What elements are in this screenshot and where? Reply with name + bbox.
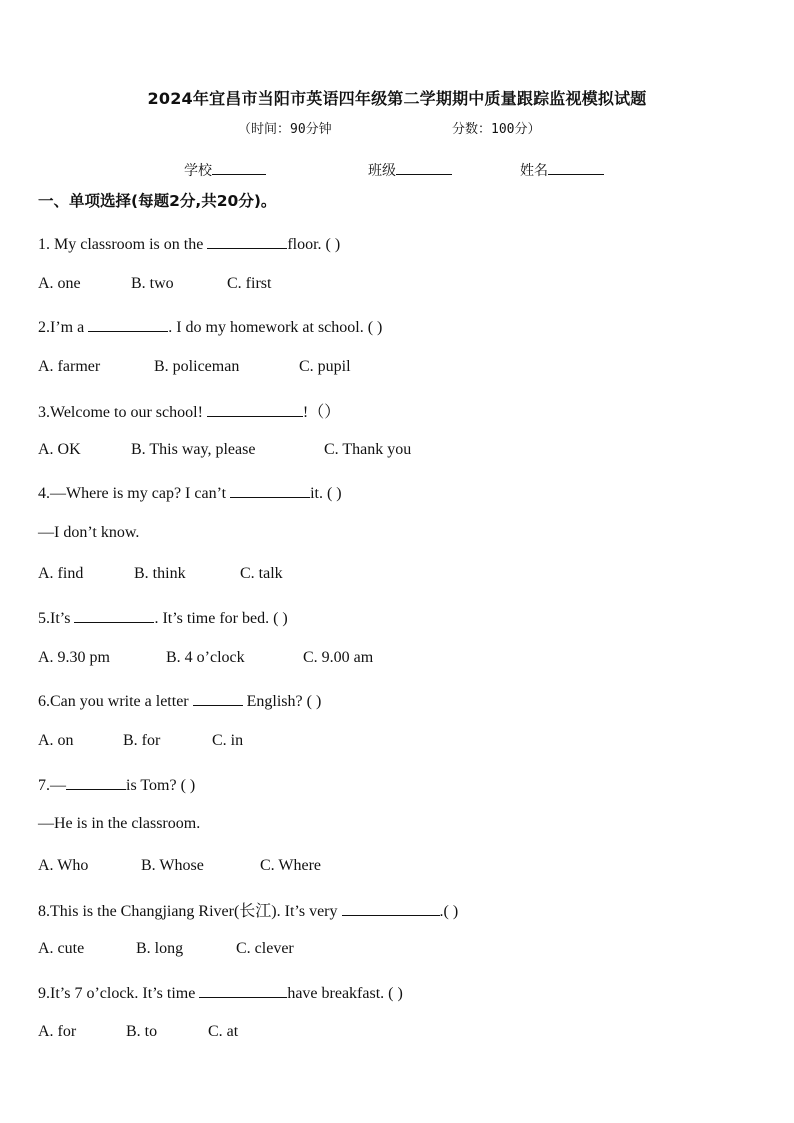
- answer-blank[interactable]: [207, 233, 287, 249]
- answer-blank[interactable]: [193, 690, 243, 706]
- question-5-options: [38, 649, 373, 667]
- question-9: 9.It’s 7 o’clock. It’s time have breakfast. ( ): [38, 982, 403, 1003]
- question-8: 8.This is the Changjiang River(长江). It’s very .( ): [38, 898, 458, 921]
- option-a: A. cute: [38, 940, 85, 957]
- exam-score: 分数：100分）: [452, 122, 541, 137]
- question-5: 5.It’s . It’s time for bed. ( ): [38, 607, 288, 628]
- option-b: B. think: [134, 565, 186, 582]
- question-1: 1. My classroom is on the floor. ( ): [38, 233, 340, 254]
- question-4-reply: —I don’t know.: [38, 524, 140, 541]
- class-field: [368, 160, 452, 180]
- option-c: C. at: [208, 1023, 239, 1040]
- exam-time: （时间：90分钟: [238, 122, 332, 137]
- school-label: 学校: [184, 163, 212, 179]
- answer-blank[interactable]: [207, 401, 303, 417]
- question-9-options: [38, 1023, 238, 1041]
- answer-blank[interactable]: [199, 982, 287, 998]
- option-c: C. in: [212, 732, 244, 749]
- option-a: A. OK: [38, 441, 81, 458]
- option-c: C. pupil: [299, 358, 351, 375]
- option-c: C. talk: [240, 565, 283, 582]
- question-7: 7.— is Tom? ( ): [38, 774, 195, 795]
- name-label: 姓名: [520, 163, 548, 179]
- question-8-options: [38, 940, 294, 958]
- school-field: [184, 160, 266, 180]
- question-2-options: [38, 358, 351, 376]
- option-c: C. first: [227, 275, 272, 292]
- exam-title: 2024年宜昌市当阳市英语四年级第二学期期中质量跟踪监视模拟试题: [147, 89, 647, 108]
- option-b: B. 4 o’clock: [166, 649, 245, 666]
- answer-blank[interactable]: [74, 607, 154, 623]
- option-b: B. long: [136, 940, 184, 957]
- option-b: B. Whose: [141, 857, 204, 874]
- option-c: C. Where: [260, 857, 322, 874]
- class-blank[interactable]: [396, 160, 452, 175]
- option-b: B. policeman: [154, 358, 240, 375]
- option-b: B. to: [126, 1023, 158, 1040]
- option-a: A. on: [38, 732, 74, 749]
- answer-blank[interactable]: [230, 482, 310, 498]
- option-a: A. for: [38, 1023, 77, 1040]
- question-6: 6.Can you write a letter English? ( ): [38, 690, 321, 711]
- answer-blank[interactable]: [342, 900, 440, 916]
- option-a: A. farmer: [38, 358, 101, 375]
- question-4: 4.—Where is my cap? I can’t it. ( ): [38, 482, 342, 503]
- option-a: A. 9.30 pm: [38, 649, 110, 666]
- name-blank[interactable]: [548, 160, 604, 175]
- question-7-options: [38, 857, 321, 875]
- section-heading: 一、单项选择(每题2分,共20分)。: [38, 192, 277, 210]
- question-3-options: [38, 441, 411, 459]
- option-c: C. clever: [236, 940, 294, 957]
- question-2: 2.I’m a . I do my homework at school. ( ): [38, 316, 382, 337]
- option-b: B. for: [123, 732, 161, 749]
- class-label: 班级: [368, 163, 396, 179]
- answer-blank[interactable]: [88, 316, 168, 332]
- option-c: C. Thank you: [324, 441, 412, 458]
- option-c: C. 9.00 am: [303, 649, 374, 666]
- option-b: B. This way, please: [131, 441, 256, 458]
- question-7-reply: —He is in the classroom.: [38, 815, 201, 832]
- option-a: A. Who: [38, 857, 89, 874]
- question-3: 3.Welcome to our school! !（）: [38, 399, 340, 422]
- answer-blank[interactable]: [66, 774, 126, 790]
- option-a: A. one: [38, 275, 81, 292]
- question-1-options: [38, 275, 271, 293]
- question-6-options: [38, 732, 243, 750]
- option-b: B. two: [131, 275, 174, 292]
- question-4-options: [38, 565, 283, 583]
- option-a: A. find: [38, 565, 84, 582]
- school-blank[interactable]: [212, 160, 266, 175]
- name-field: [520, 160, 604, 180]
